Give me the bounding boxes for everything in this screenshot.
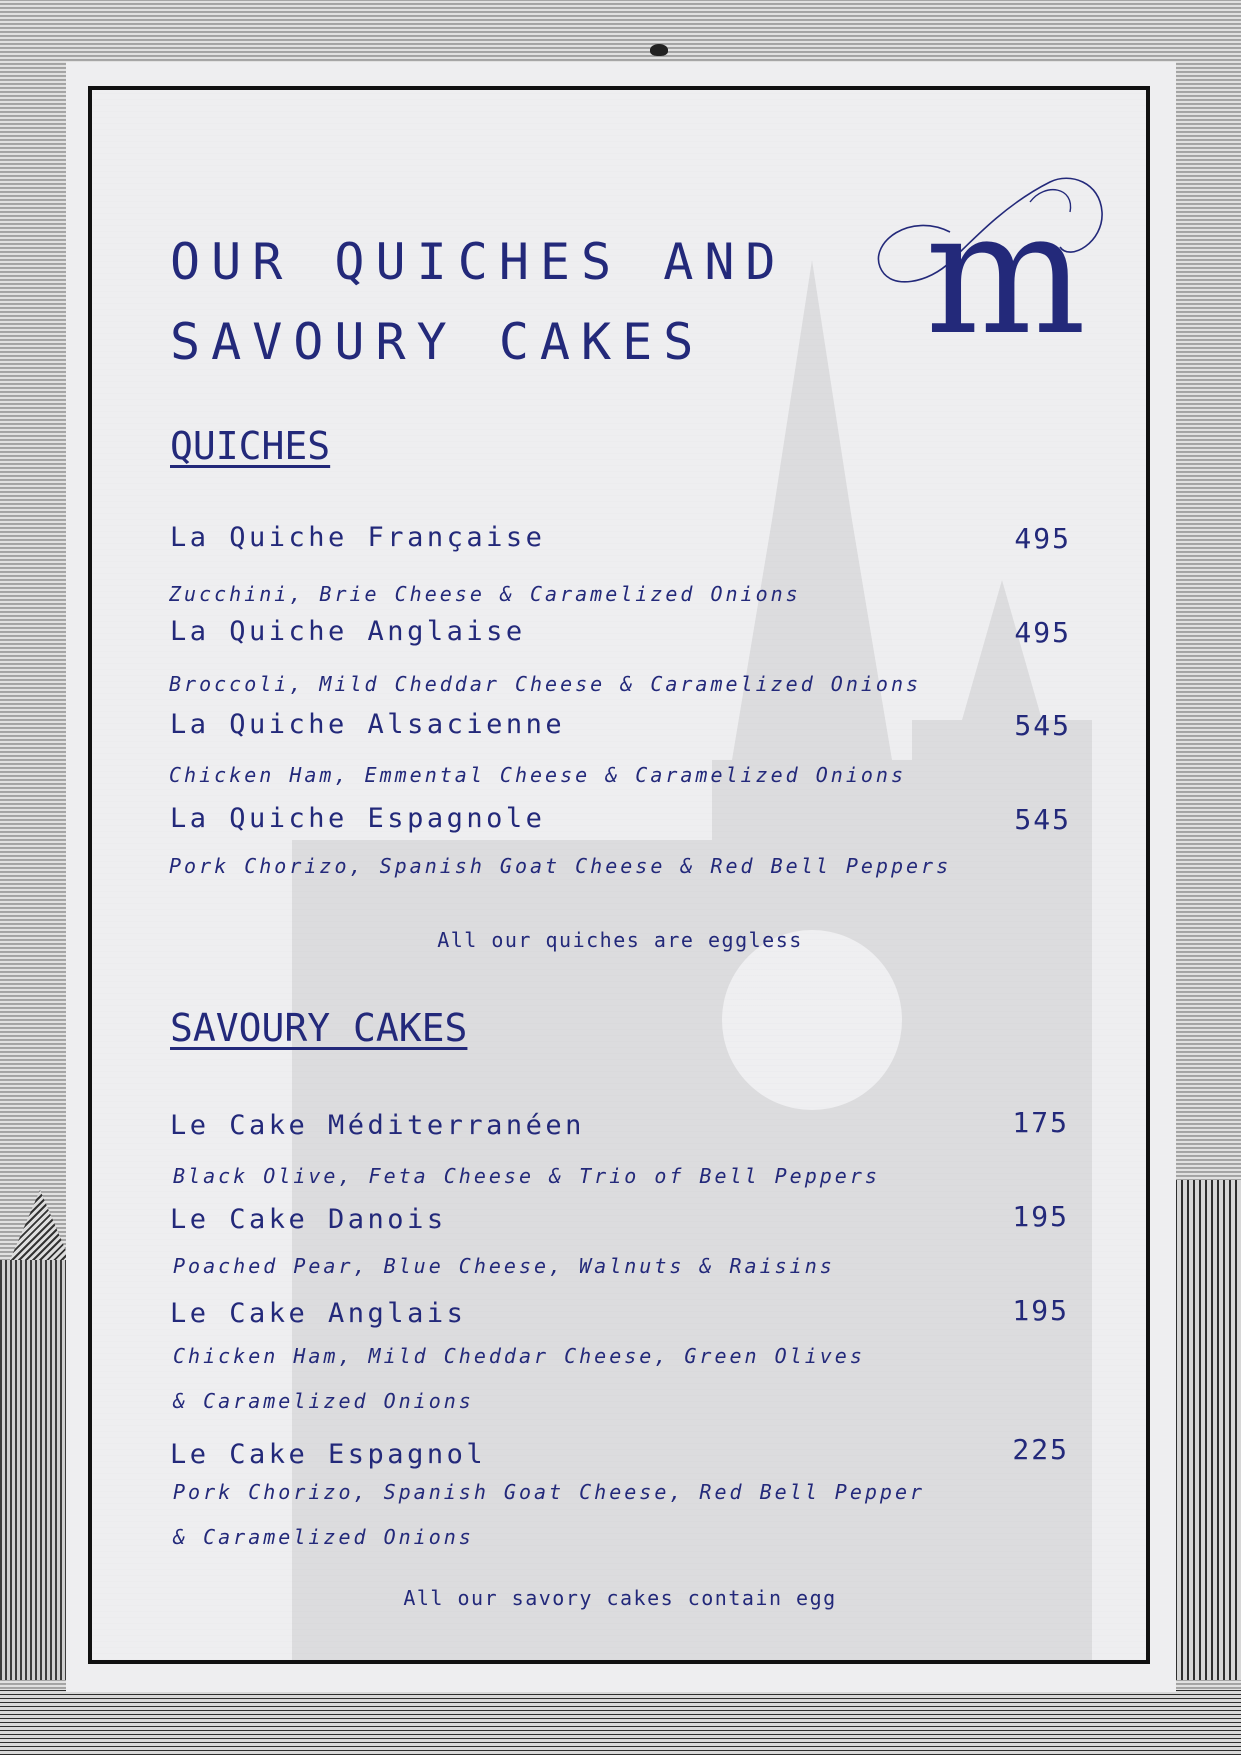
menu-item-name: Le Cake Méditerranéen: [170, 1110, 585, 1141]
menu-item-price: 195: [1012, 1200, 1069, 1233]
menu-item-description: Poached Pear, Blue Cheese, Walnuts & Raisins: [173, 1254, 835, 1278]
title-line-1: OUR QUICHES AND: [170, 233, 787, 291]
cakes-heading: SAVOURY CAKES: [170, 1006, 468, 1050]
engraved-ground: [0, 1690, 1241, 1755]
engraved-building-right: [1175, 1180, 1241, 1680]
menu-item-description-cont: & Caramelized Onions: [173, 1389, 474, 1413]
title-line-2: SAVOURY CAKES: [170, 313, 705, 371]
menu-item-description-cont: & Caramelized Onions: [173, 1525, 474, 1549]
menu-item-price: 545: [1014, 709, 1071, 742]
menu-item-name: La Quiche Espagnole: [170, 803, 546, 834]
quiches-note: All our quiches are eggless: [437, 928, 803, 952]
menu-item-price: 195: [1012, 1294, 1069, 1327]
menu-item-description: Broccoli, Mild Cheddar Cheese & Caramelized Onions: [169, 672, 922, 696]
menu-item-name: La Quiche Anglaise: [170, 616, 526, 647]
monogram-logo: [870, 172, 1110, 342]
menu-item-name: Le Cake Espagnol: [170, 1439, 487, 1470]
cakes-note: All our savory cakes contain egg: [403, 1586, 837, 1610]
page-title: [170, 222, 890, 382]
quiches-heading: QUICHES: [170, 424, 331, 468]
menu-item-description: Black Olive, Feta Cheese & Trio of Bell Peppers: [173, 1164, 880, 1188]
menu-item-description: Zucchini, Brie Cheese & Caramelized Onions: [169, 582, 801, 606]
engraved-building-left: [0, 1260, 70, 1680]
menu-item-price: 225: [1012, 1433, 1069, 1466]
menu-item-price: 495: [1014, 616, 1071, 649]
menu-item-description: Pork Chorizo, Spanish Goat Cheese, Red Bell Pepper: [173, 1480, 926, 1504]
menu-item-name: La Quiche Française: [170, 522, 546, 553]
menu-item-description: Chicken Ham, Mild Cheddar Cheese, Green Olives: [173, 1344, 865, 1368]
menu-item-description: Chicken Ham, Emmental Cheese & Caramelized Onions: [169, 763, 907, 787]
menu-item-name: La Quiche Alsacienne: [170, 709, 566, 740]
engraved-roof: [10, 1190, 70, 1260]
menu-item-price: 545: [1014, 803, 1071, 836]
top-ornament: [650, 44, 668, 56]
menu-item-price: 495: [1014, 522, 1071, 555]
menu-item-price: 175: [1012, 1106, 1069, 1139]
menu-item-description: Pork Chorizo, Spanish Goat Cheese & Red Bell Peppers: [169, 854, 952, 878]
menu-item-name: Le Cake Danois: [170, 1204, 447, 1235]
menu-item-name: Le Cake Anglais: [170, 1298, 467, 1329]
logo-letter: m: [925, 175, 1087, 342]
